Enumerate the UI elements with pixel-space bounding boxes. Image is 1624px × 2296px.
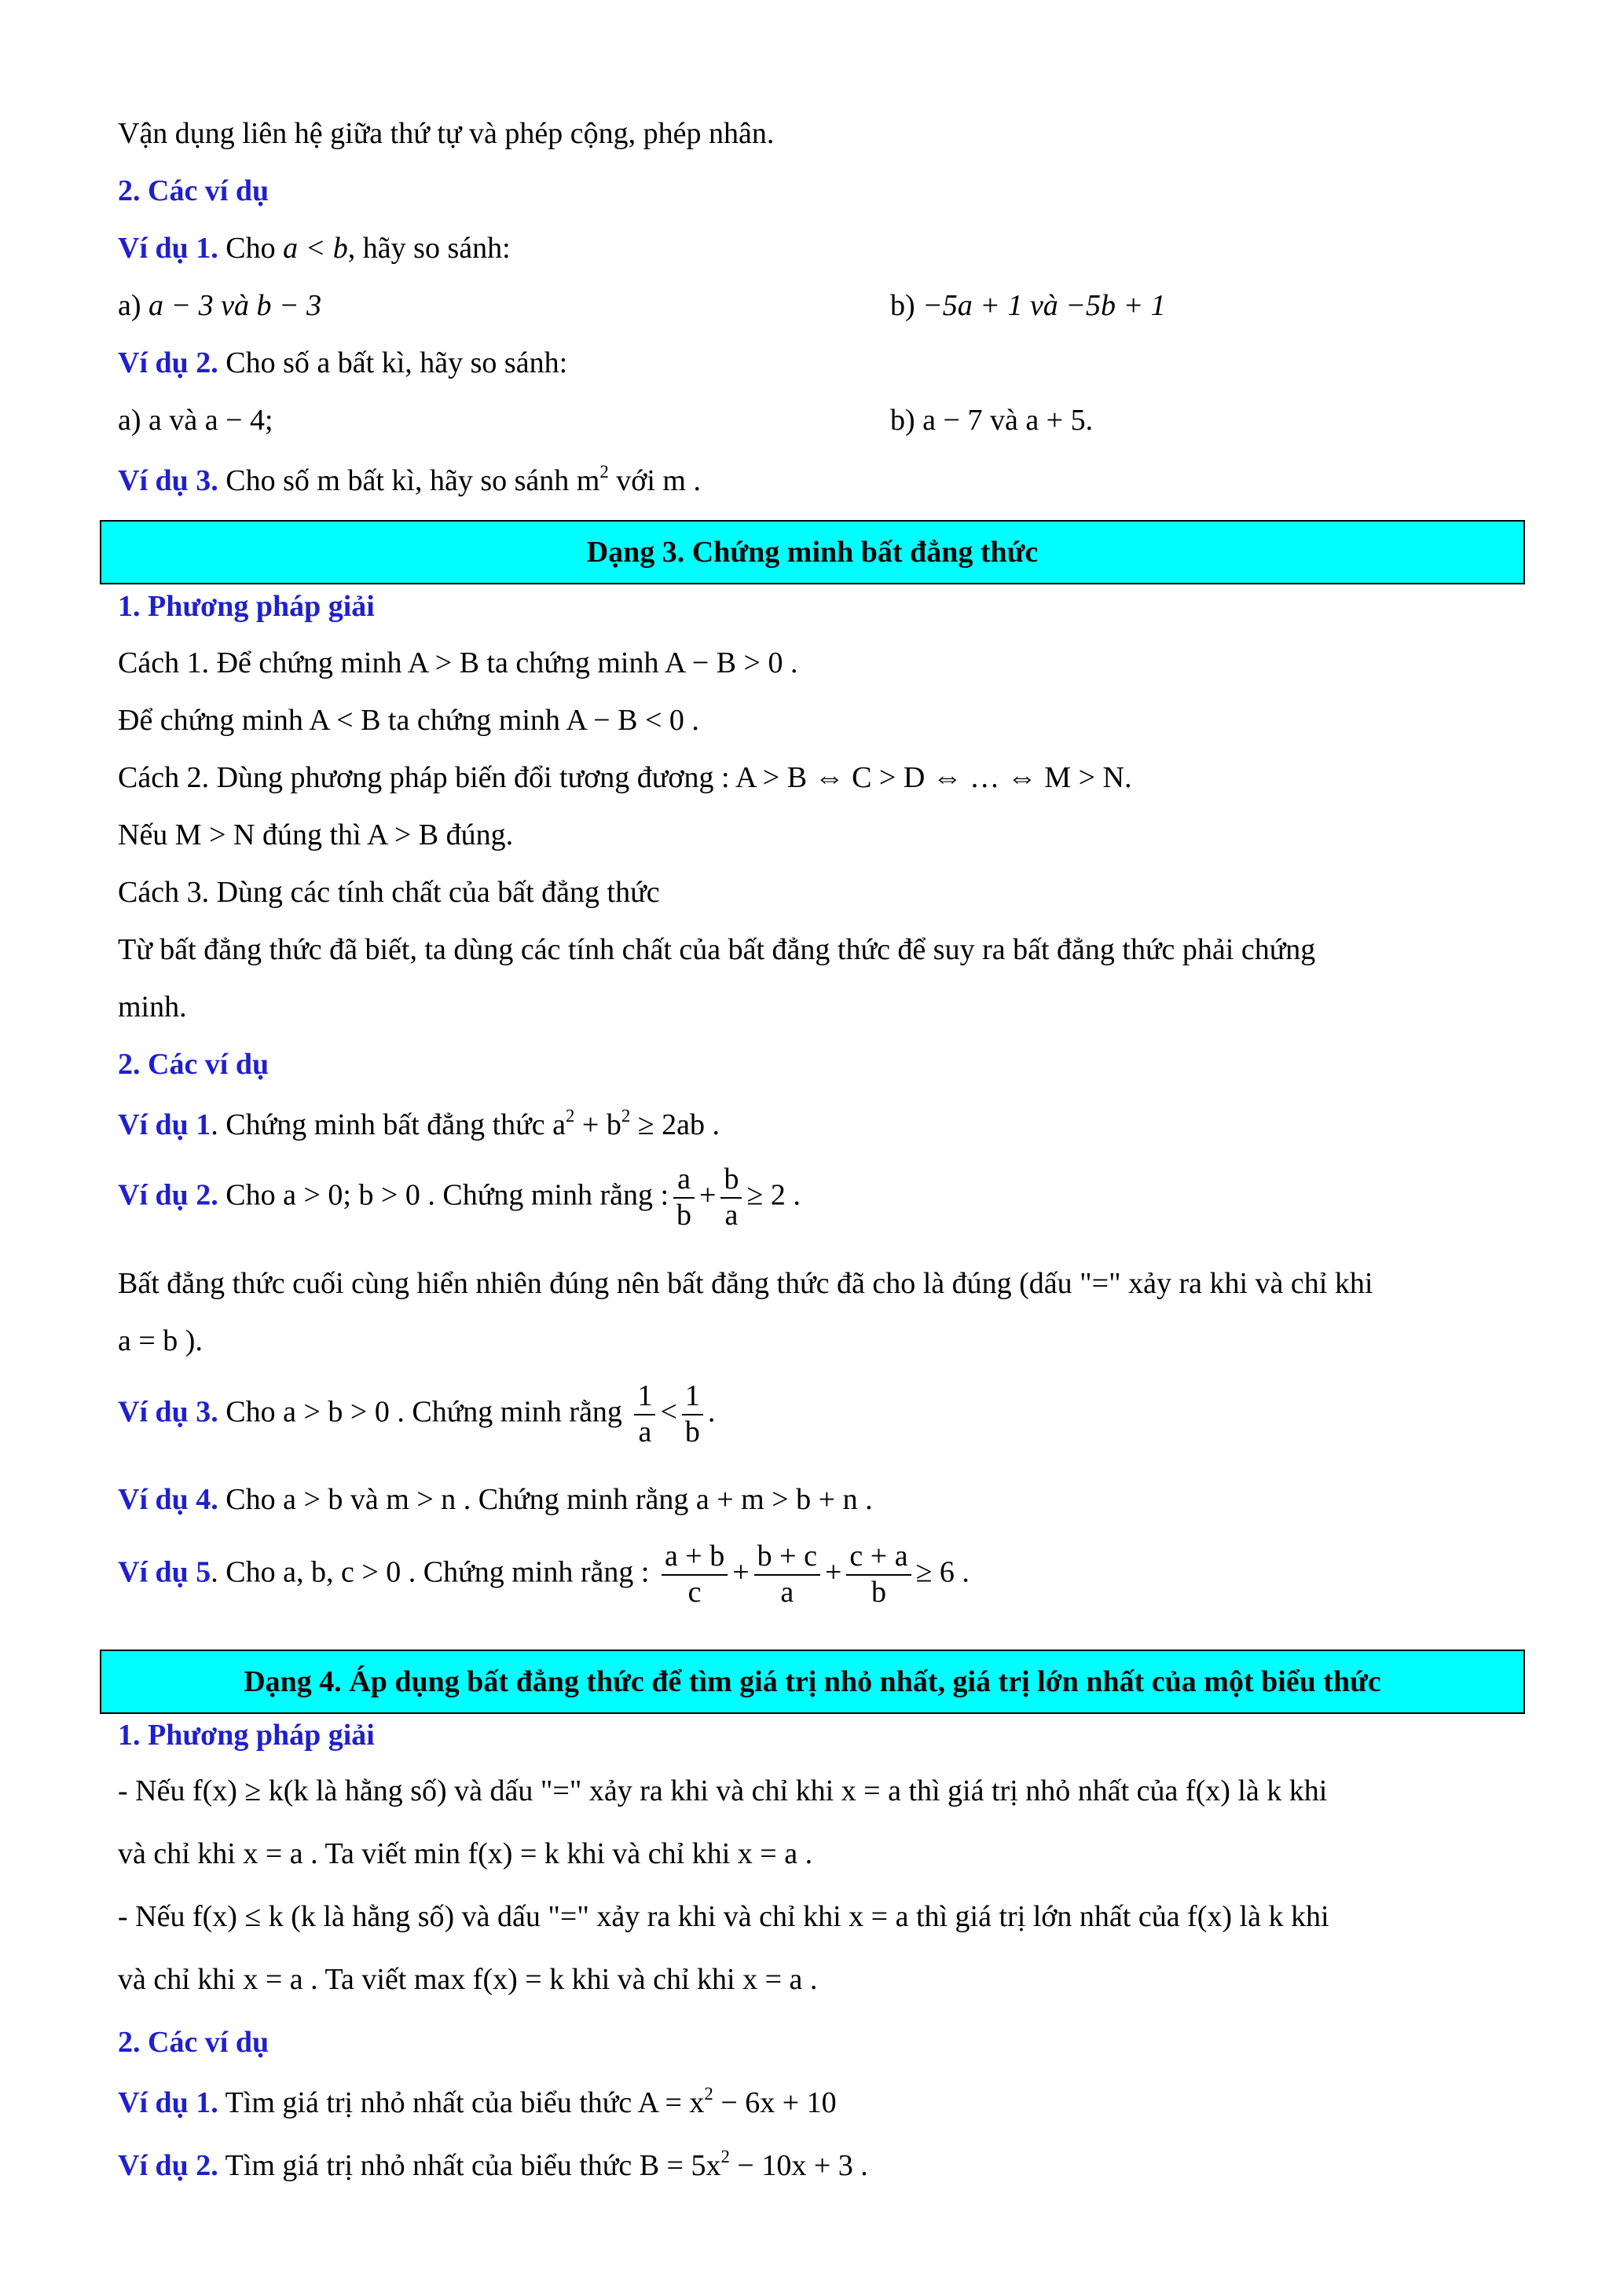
section-banner-dang-4: Dạng 4. Áp dụng bất đẳng thức để tìm giá trị nhỏ nhất, giá trị lớn nhất của một biểu thức — [100, 1650, 1525, 1714]
example-label: Ví dụ 1. — [118, 232, 218, 265]
example-label: Ví dụ 4. — [118, 1483, 218, 1516]
superscript: 2 — [704, 2084, 713, 2104]
fraction: $\frac{a + b}{c}$ — [662, 1540, 728, 1609]
dang3-example-4 — [118, 1482, 873, 1518]
method-line: Cách 3. Dùng các tính chất của bất đẳng thức — [118, 876, 660, 909]
example-text: . Cho a, b, c > 0 . Chứng minh rằng : — [211, 1555, 657, 1589]
method-line: Cách 2. Dùng phương pháp biến đổi tương đương : A > B ⇔ C > D ⇔ … ⇔ M > N. — [118, 761, 1132, 794]
example-2-part-a: a) a và a − 4; — [118, 404, 273, 437]
examples-heading: 2. Các ví dụ — [118, 2026, 269, 2059]
fraction: $\frac{b}{a}$ — [720, 1163, 742, 1232]
method-line: Từ bất đẳng thức đã biết, ta dùng các tính chất của bất đẳng thức để suy ra bất đẳng thức phải chứng — [118, 933, 1316, 966]
fraction: $\frac{1}{b}$ — [682, 1379, 703, 1449]
examples-heading: 2. Các ví dụ — [118, 174, 269, 207]
math-expression: a − 3 và b − 3 — [148, 289, 322, 322]
operator: + — [824, 1555, 842, 1589]
example-text: Cho — [218, 232, 284, 265]
example-label: Ví dụ 1 — [118, 1108, 211, 1141]
intro-line: Vận dụng liên hệ giữa thứ tự và phép cộng, phép nhân. — [118, 117, 775, 150]
dang3-example-2 — [118, 1163, 801, 1232]
example-text: với m . — [608, 464, 701, 497]
example-text: ≥ 2 . — [746, 1178, 801, 1212]
example-1-part-b — [890, 288, 1166, 324]
superscript: 2 — [720, 2147, 730, 2167]
fraction: $\frac{a}{b}$ — [673, 1163, 695, 1232]
dang3-example-5 — [118, 1540, 970, 1609]
method-line: - Nếu f(x) ≥ k(k là hằng số) và dấu "=" xảy ra khi và chỉ khi x = a thì giá trị nhỏ nhất của f(x) là k khi — [118, 1774, 1328, 1807]
example-label: Ví dụ 2. — [118, 2149, 218, 2182]
dang4-example-2 — [118, 2148, 868, 2184]
operator: < — [660, 1395, 677, 1429]
example-text: ≥ 6 . — [915, 1555, 970, 1589]
example-2 — [118, 346, 567, 382]
superscript: 2 — [599, 462, 609, 482]
fraction: $\frac{c + a}{b}$ — [846, 1540, 911, 1609]
example-3 — [118, 463, 701, 500]
example-text: + b — [574, 1108, 621, 1141]
example-text: , hãy so sánh: — [347, 232, 511, 265]
dang3-example-1 — [118, 1108, 720, 1144]
example-text: ≥ 2ab . — [630, 1108, 720, 1141]
example-label: Ví dụ 3. — [118, 464, 218, 497]
example-text: . — [707, 1395, 716, 1429]
method-line: Để chứng minh A < B ta chứng minh A − B < 0 . — [118, 704, 699, 737]
example-label: Ví dụ 1. — [118, 2086, 218, 2119]
dang4-example-1 — [118, 2085, 837, 2122]
example-label: Ví dụ 2. — [118, 346, 218, 379]
part-label: a) — [118, 289, 149, 322]
example-label: Ví dụ 3. — [118, 1395, 218, 1429]
math-expression: −5a + 1 và −5b + 1 — [922, 289, 1166, 322]
method-line: và chỉ khi x = a . Ta viết max f(x) = k khi và chỉ khi x = a . — [118, 1963, 818, 1996]
example-label: Ví dụ 2. — [118, 1178, 218, 1212]
method-line: - Nếu f(x) ≤ k (k là hằng số) và dấu "=" xảy ra khi và chỉ khi x = a thì giá trị lớn nhất của f(x) là k khi — [118, 1900, 1329, 1933]
math-expression: a < b — [283, 232, 348, 265]
dang3-example-3 — [118, 1379, 715, 1449]
example-2-part-b: b) a − 7 và a + 5. — [890, 404, 1094, 437]
example-text: Tìm giá trị nhỏ nhất của biểu thức B = 5x — [218, 2149, 721, 2182]
superscript: 2 — [566, 1106, 575, 1126]
example-text: − 6x + 10 — [713, 2086, 837, 2119]
example-text: − 10x + 3 . — [729, 2149, 868, 2182]
example-text: Cho a > b và m > n . Chứng minh rằng a + m > b + n . — [218, 1483, 873, 1516]
example-text: Cho a > 0; b > 0 . Chứng minh rằng : — [218, 1178, 669, 1212]
examples-heading: 2. Các ví dụ — [118, 1048, 269, 1081]
method-line: Cách 1. Để chứng minh A > B ta chứng minh A − B > 0 . — [118, 646, 798, 679]
operator: + — [732, 1555, 750, 1589]
example-label: Ví dụ 5 — [118, 1555, 211, 1589]
example-text: Tìm giá trị nhỏ nhất của biểu thức A = x — [218, 2086, 705, 2119]
example-1 — [118, 231, 511, 267]
method-line: Nếu M > N đúng thì A > B đúng. — [118, 818, 514, 851]
dang3-note: Bất đẳng thức cuối cùng hiển nhiên đúng nên bất đẳng thức đã cho là đúng (dấu "=" xảy ra khi và chỉ khi — [118, 1267, 1373, 1300]
dang3-note: a = b ). — [118, 1324, 203, 1357]
example-text: Cho số a bất kì, hãy so sánh: — [218, 346, 568, 379]
example-text: Cho a > b > 0 . Chứng minh rằng — [218, 1395, 630, 1429]
method-heading: 1. Phương pháp giải — [118, 1719, 375, 1752]
example-text: Cho số m bất kì, hãy so sánh m — [218, 464, 600, 497]
section-banner-dang-3: Dạng 3. Chứng minh bất đẳng thức — [100, 520, 1525, 584]
example-text: . Chứng minh bất đẳng thức a — [211, 1108, 566, 1141]
example-1-part-a — [118, 288, 321, 324]
method-line: và chỉ khi x = a . Ta viết min f(x) = k khi và chỉ khi x = a . — [118, 1837, 813, 1870]
method-heading: 1. Phương pháp giải — [118, 590, 375, 623]
operator: + — [699, 1178, 717, 1212]
fraction: $\frac{1}{a}$ — [634, 1379, 655, 1449]
part-label: b) — [890, 289, 923, 322]
superscript: 2 — [621, 1106, 631, 1126]
fraction: $\frac{b + c}{a}$ — [754, 1540, 820, 1609]
method-line: minh. — [118, 991, 187, 1023]
